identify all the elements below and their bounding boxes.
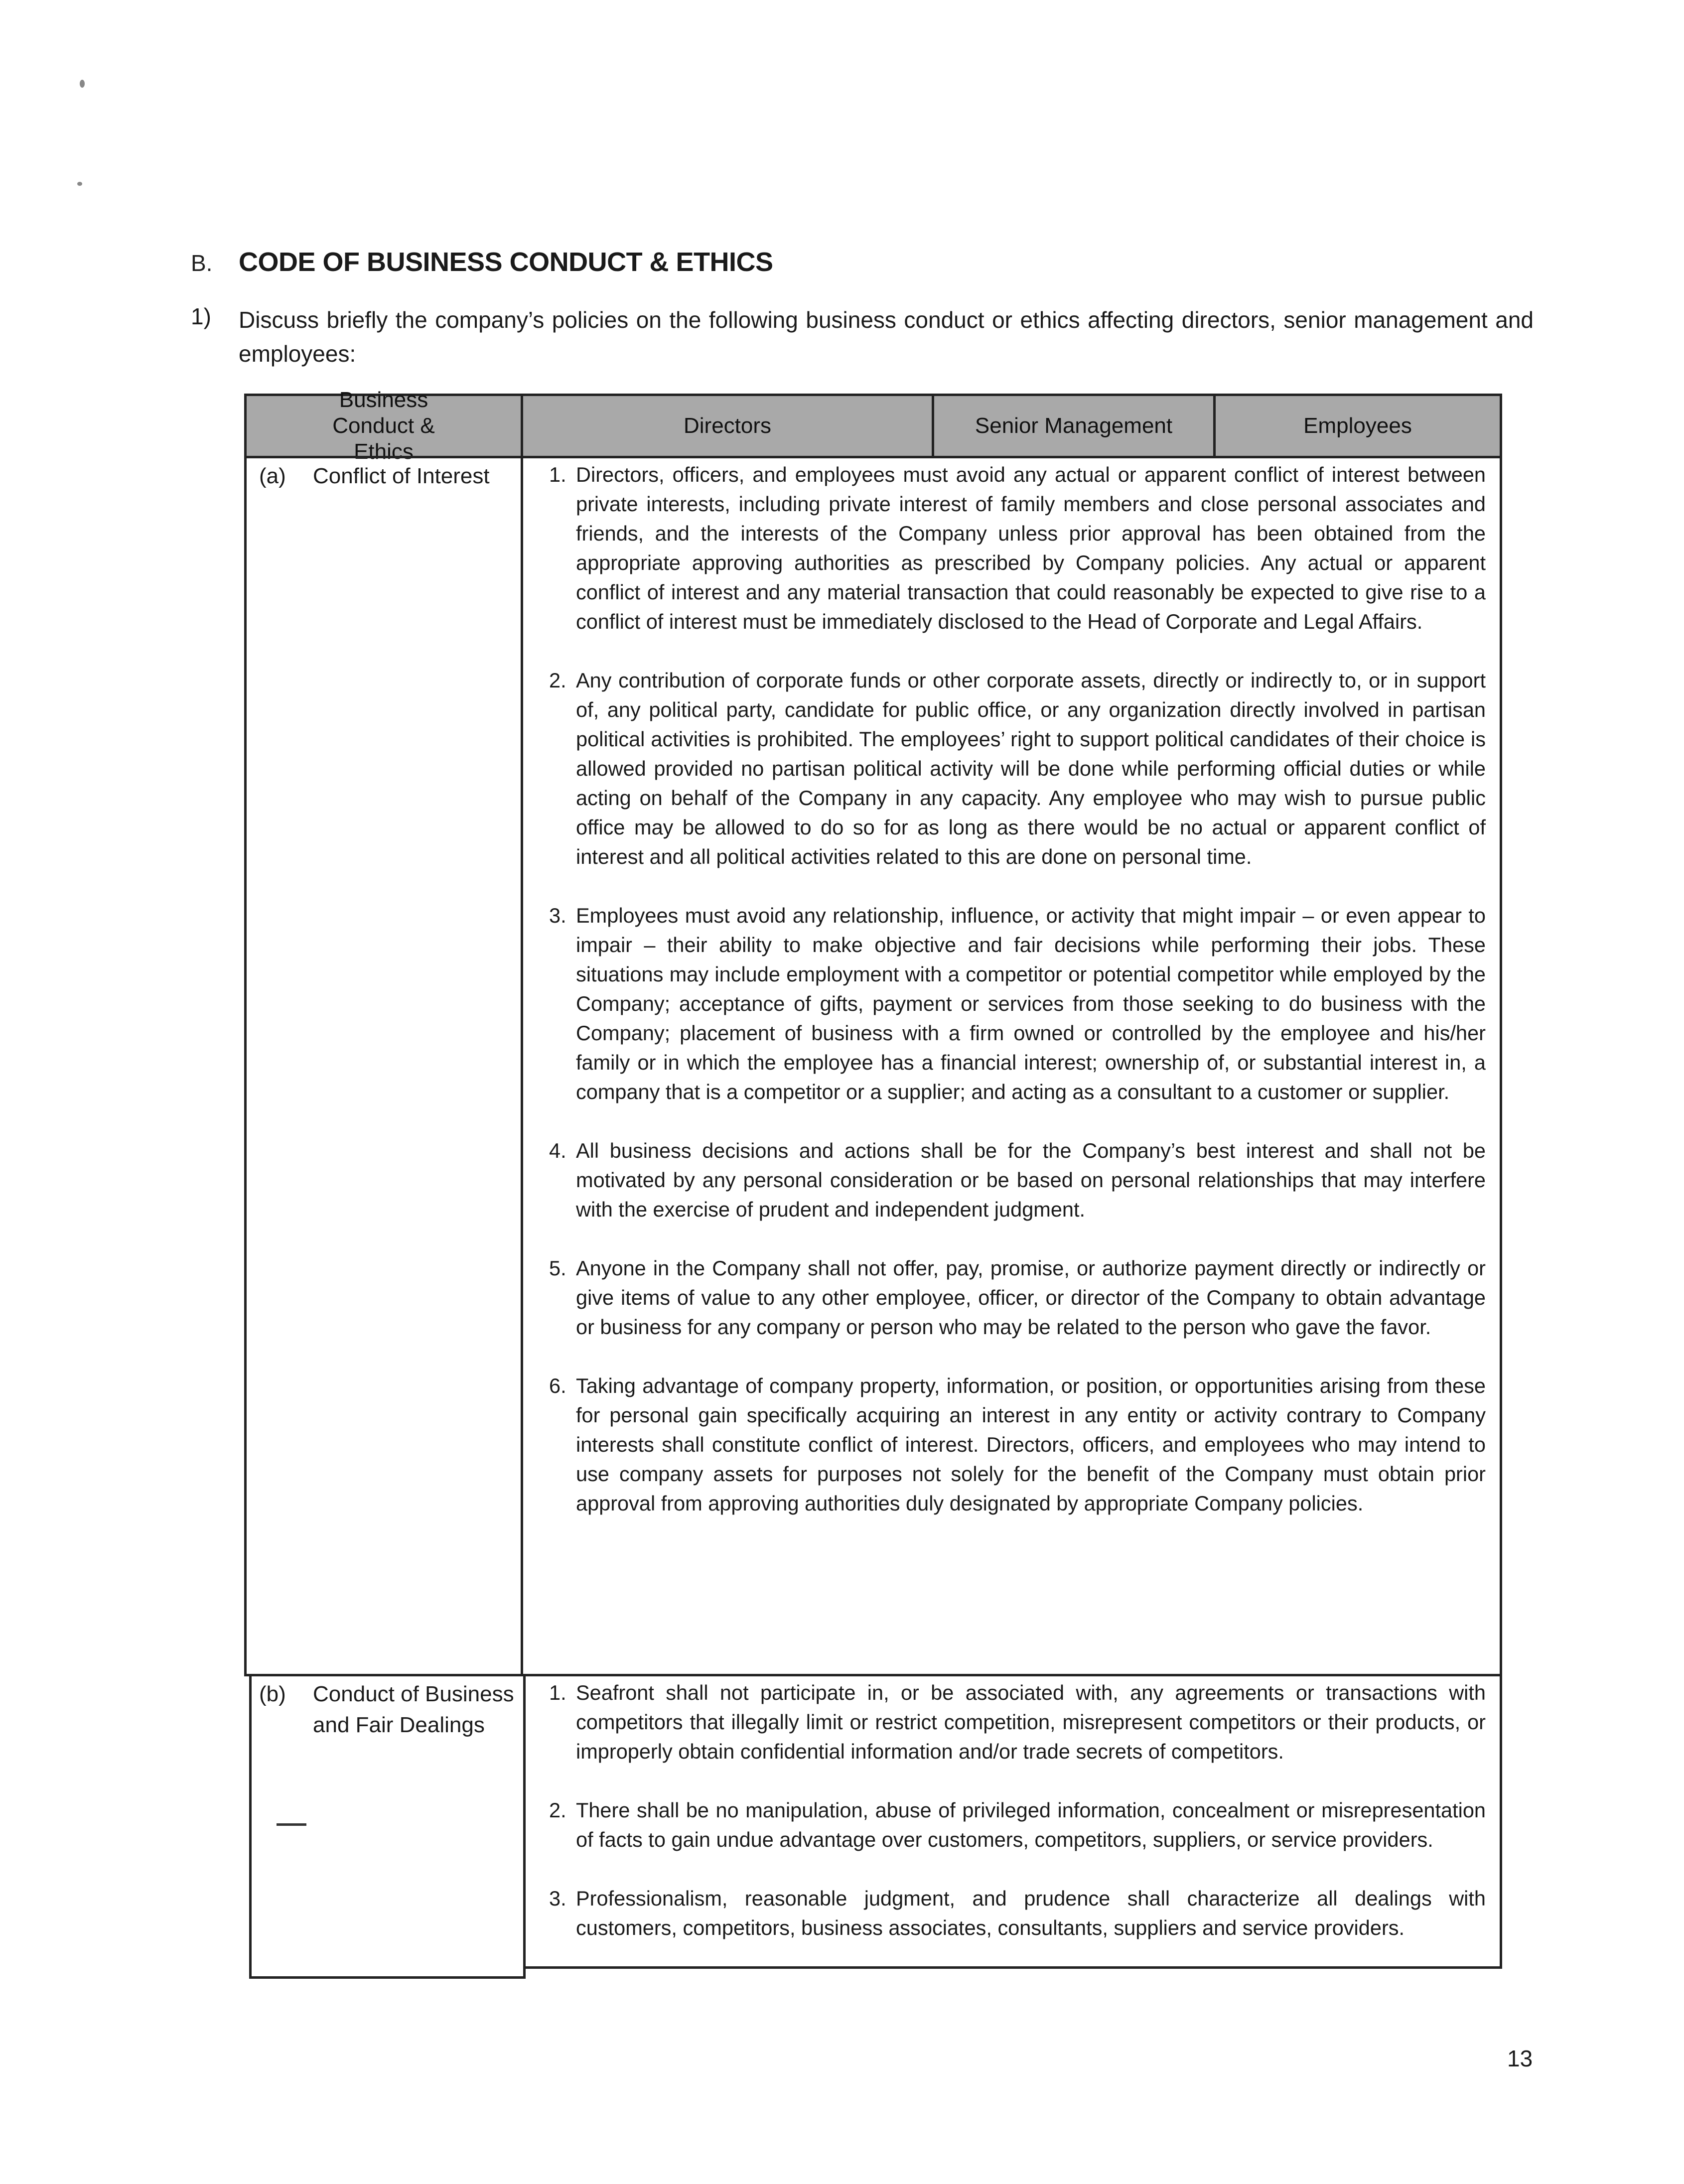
question (191, 303, 1534, 371)
row-a-label-cell (244, 456, 523, 1676)
row-letter: (a) (259, 464, 286, 488)
header-business-conduct (244, 388, 523, 464)
header-directors (521, 394, 934, 458)
header-senior-management (932, 394, 1216, 458)
item-number: 4. (549, 1139, 566, 1162)
header-label: Employees (1303, 413, 1412, 438)
scan-speck (80, 80, 85, 88)
question-text: Discuss briefly the company’s policies on the following business conduct or ethics affecting directors, senior management and employees: (239, 307, 1534, 367)
item-number: 6. (549, 1374, 566, 1397)
question-number: 1) (191, 303, 211, 329)
header-label: Business Conduct & Ethics (332, 388, 435, 464)
row-letter: (b) (259, 1682, 286, 1706)
item-number: 3. (549, 904, 566, 927)
list-item (549, 1795, 1486, 1854)
list-item (549, 1371, 1486, 1518)
item-number: 5. (549, 1256, 566, 1280)
list-item (549, 666, 1486, 871)
item-text: Any contribution of corporate funds or other corporate assets, directly or indirectly to, or in support of, any political party, candidate for public office, or any organization directly involved in partisan political activities is prohibited. The employees’ right to support political candidates of their choice is allowed provided no partisan political activity will be done while performing official duties or while acting on behalf of the Company in any capacity. Any employee who may wish to pursue public office may be allowed to do so for as long as there would be no actual or apparent conflict of interest and all political activities related to this are done on personal time. (576, 669, 1486, 868)
item-text: Taking advantage of company property, information, or position, or opportunities arising from these for personal gain specifically acquiring an interest in any entity or activity contrary to Company interests shall constitute conflict of interest. Directors, officers, and employees who may intend to use company assets for purposes not solely for the benefit of the Company must obtain prior approval from approving authorities duly designated by appropriate Company policies. (576, 1374, 1486, 1515)
row-title: Conflict of Interest (313, 464, 490, 488)
item-text: There shall be no manipulation, abuse of privileged information, concealment or misrepresentation of facts to gain undue advantage over customers, competitors, suppliers, or service providers. (576, 1798, 1486, 1851)
section-letter: B. (191, 250, 213, 276)
list-item (549, 1884, 1486, 1942)
list-item (549, 1253, 1486, 1342)
item-text: Anyone in the Company shall not offer, pay, promise, or authorize payment directly or indirectly or give items of value to any other employee, officer, or director of the Company to obtain advantage or business for any company or person who may be related to the person who gave the favor. (576, 1256, 1486, 1339)
conduct-table (244, 388, 1502, 1979)
row-a-items (549, 460, 1486, 1518)
item-text: Directors, officers, and employees must avoid any actual or apparent conflict of interest between private interests, including private interest of family members and close personal associates and friends, and the interests of the Company unless prior approval has been obtained from the appropriate approving authorities as prescribed by Company policies. Any actual or apparent conflict of interest and any material transaction that could reasonably be expected to give rise to a conflict of interest must be immediately disclosed to the Head of Corporate and Legal Affairs. (576, 463, 1486, 633)
list-item (549, 901, 1486, 1106)
page-number: 13 (1507, 2046, 1533, 2071)
row-title: Conduct of Business and Fair Dealings (313, 1682, 514, 1737)
item-number: 2. (549, 669, 566, 692)
scan-speck (77, 182, 82, 186)
item-text: Seafront shall not participate in, or be associated with, any agreements or transactions with competitors that illegally limit or restrict competition, misrepresent competitors or their products, or improperly obtain confidential information and/or trade secrets of competitors. (576, 1681, 1486, 1763)
list-item (549, 1136, 1486, 1224)
item-number: 3. (549, 1887, 566, 1910)
item-number: 1. (549, 1681, 566, 1704)
list-item (549, 1678, 1486, 1766)
item-text: Employees must avoid any relationship, influence, or activity that might impair – or even appear to impair – their ability to make objective and fair decisions while performing their jobs. These situations may include employment with a competitor or potential competitor while employed by the Company; acceptance of gifts, payment or services from those seeking to do business with the Company; placement of business with a firm owned or controlled by the employee and his/her family or in which the employee has a financial interest; ownership of, or substantial interest in, a company that is a competitor or a supplier; and acting as a consultant to a customer or supplier. (576, 904, 1486, 1103)
item-text: Professionalism, reasonable judgment, and prudence shall characterize all dealings with customers, competitors, business associates, consultants, suppliers and service providers. (576, 1887, 1486, 1939)
pen-stroke (277, 1823, 306, 1826)
section-heading (191, 247, 773, 277)
header-label: Directors (683, 413, 772, 438)
list-item (549, 460, 1486, 636)
section-title: CODE OF BUSINESS CONDUCT & ETHICS (239, 247, 773, 277)
header-employees (1213, 394, 1502, 458)
header-label: Senior Management (975, 413, 1173, 438)
row-a-label (259, 461, 508, 492)
item-text: All business decisions and actions shall be for the Company’s best interest and shall not be motivated by any personal consideration or be based on personal relationships that may interfere with the exercise of prudent and independent judgment. (576, 1139, 1486, 1221)
row-b-label (259, 1679, 518, 1741)
item-number: 2. (549, 1798, 566, 1822)
row-b-items (549, 1678, 1486, 1942)
item-number: 1. (549, 463, 566, 486)
